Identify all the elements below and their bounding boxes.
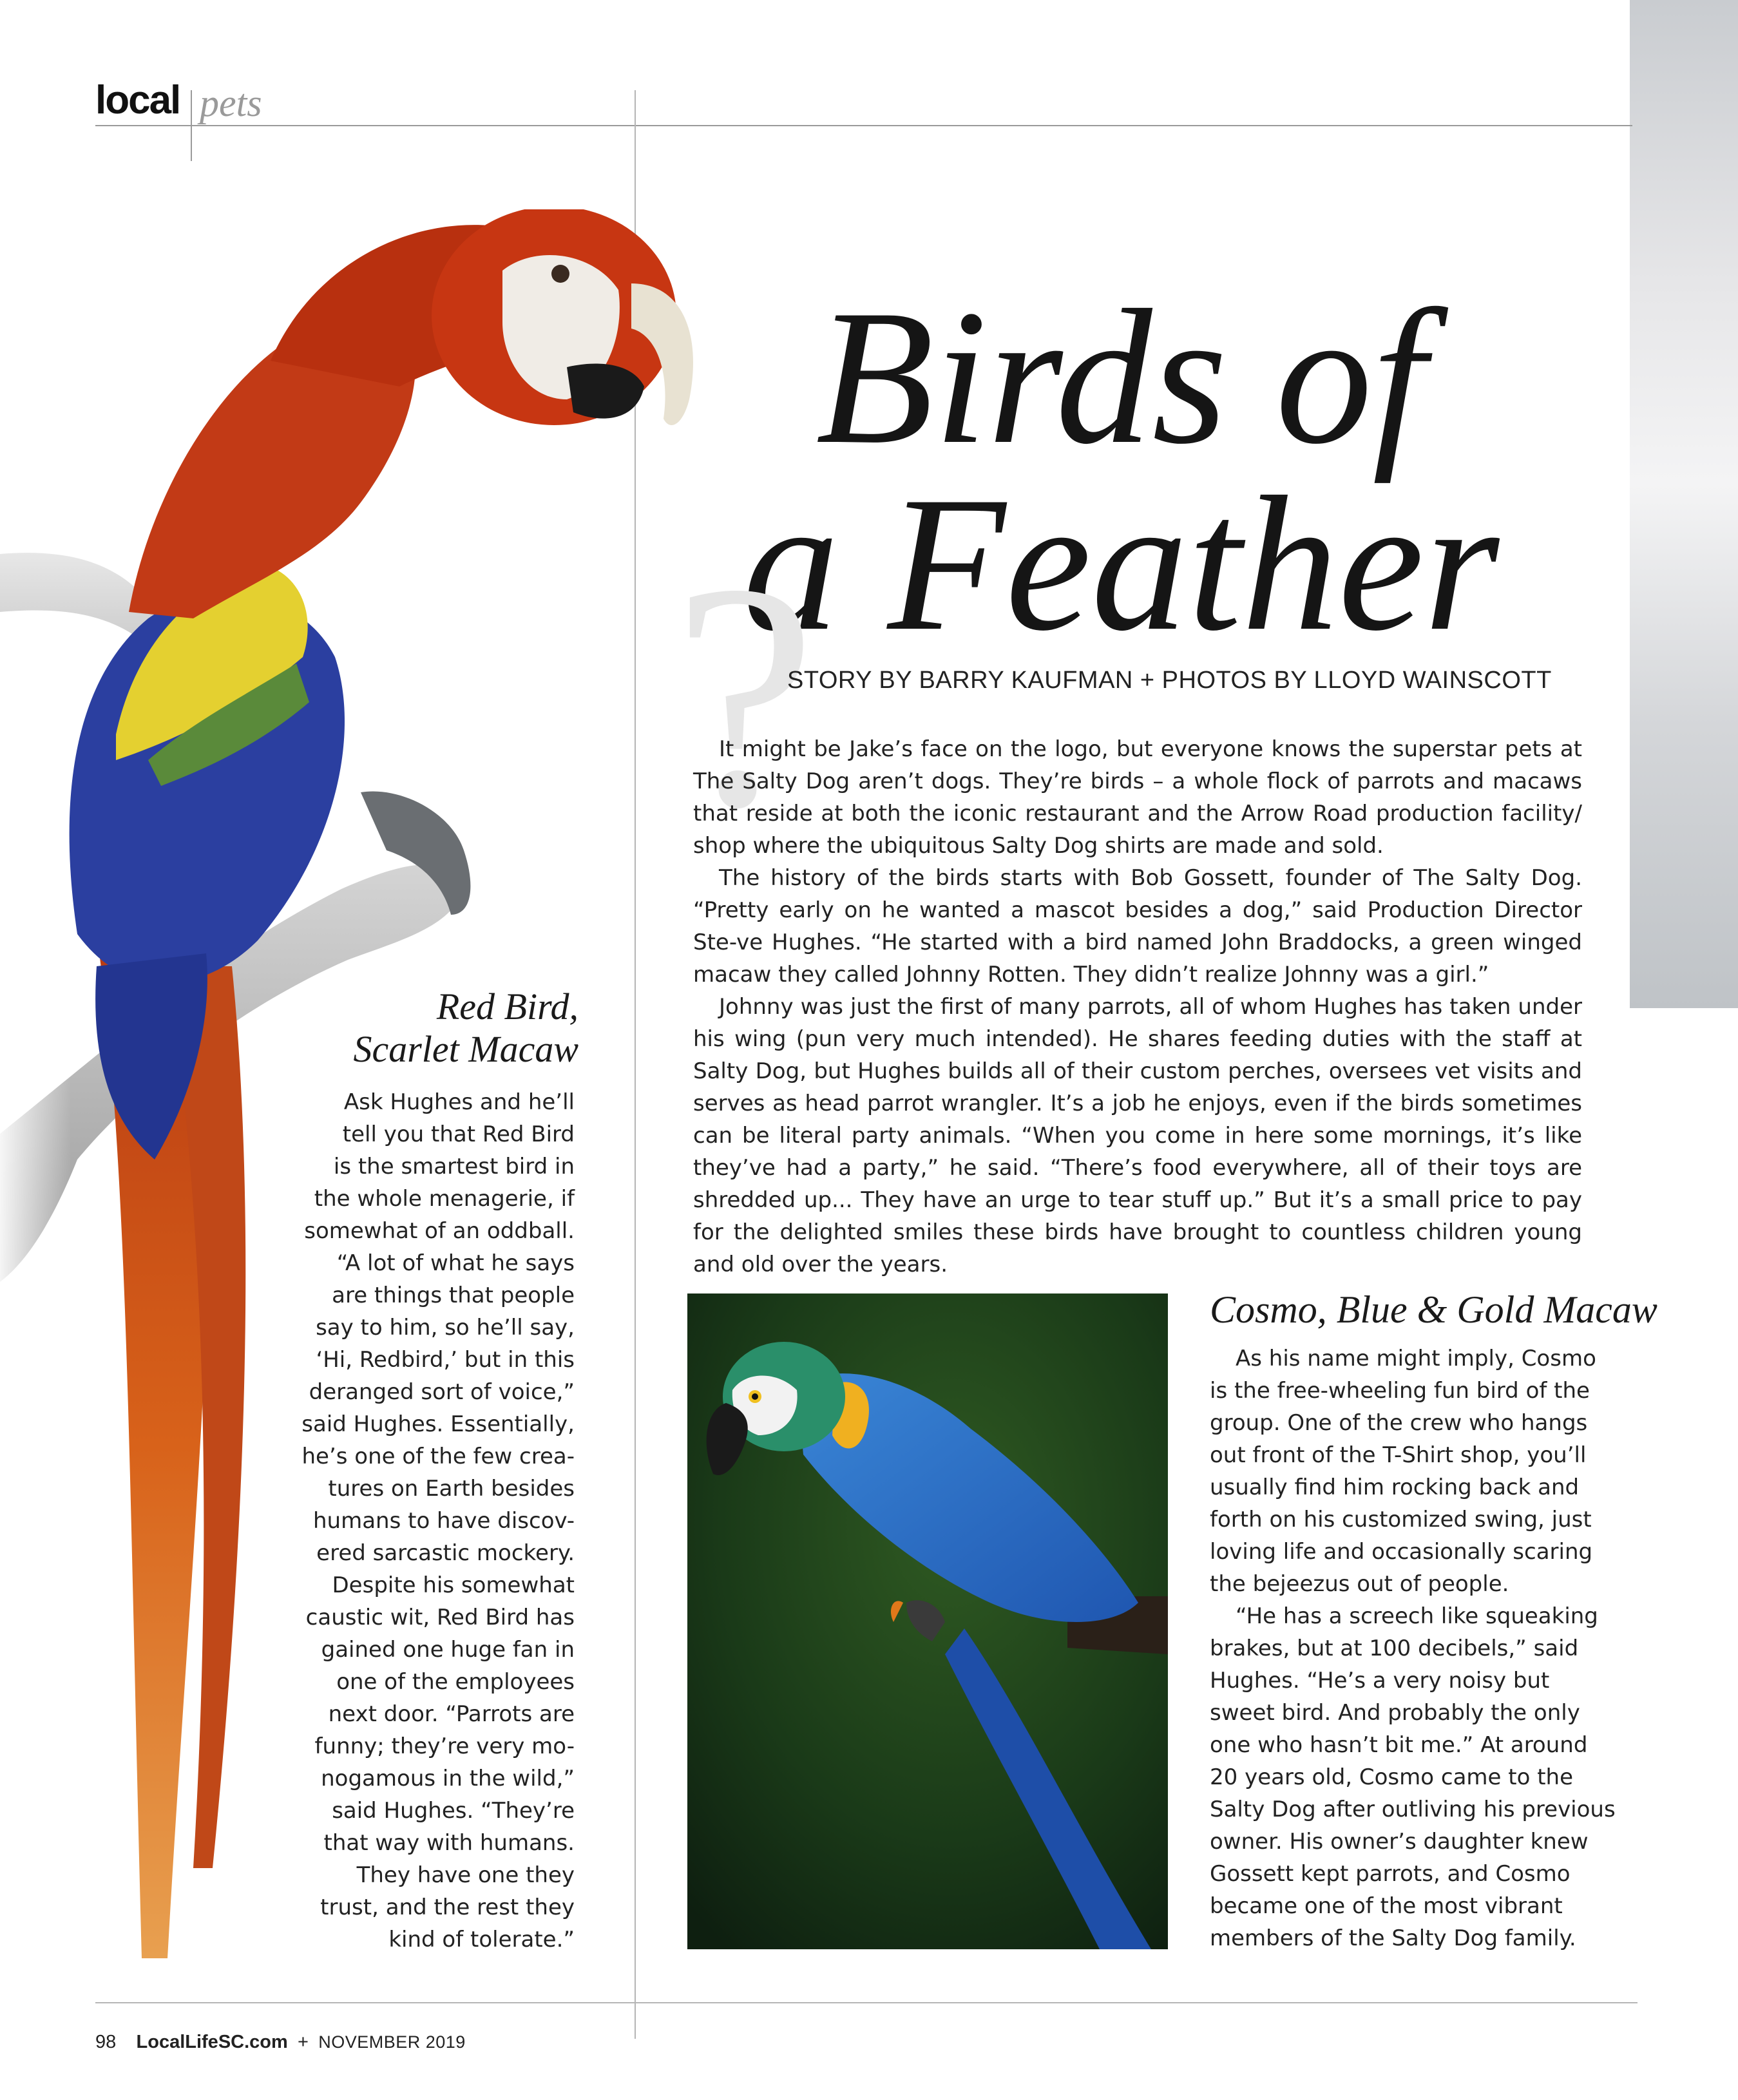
red-bird-line: gained one huge fan in <box>321 1637 575 1663</box>
red-bird-line: nogamous in the wild,” <box>321 1766 575 1791</box>
story-paragraph: The history of the birds starts with Bob Gossett, founder of The Salty Dog. “Pretty early on he wanted a mascot besides a dog,” said Production Director Ste-ve Hughes. “He started with a bird named John Braddocks, a green winged macaw they called Johnny Rotten. They didn’t realize Johnny was a girl.” <box>693 865 1582 988</box>
red-bird-line: are things that people <box>332 1283 575 1308</box>
red-bird-text <box>271 1086 575 1956</box>
story-paragraph: It might be Jake’s face on the logo, but everyone knows the superstar pets at The Salty Dog aren’t dogs. They’re birds – a whole flock of parrots and macaws that reside at both the iconic restaurant and the Arrow Road production facility/ shop where the ubiquitous Salty Dog shirts are made and sold. <box>693 736 1582 859</box>
section-label: local <box>95 78 180 122</box>
footer-rule <box>95 2002 1638 2003</box>
header-rule <box>95 125 1632 126</box>
red-bird-line: kind of tolerate.” <box>388 1927 575 1952</box>
red-bird-line: tures on Earth besides <box>328 1476 575 1502</box>
page-footer <box>95 2032 466 2053</box>
red-bird-line: next door. “Parrots are <box>328 1701 575 1727</box>
background-photo-strip <box>1630 0 1738 1008</box>
red-bird-line: ered sarcastic mockery. <box>316 1540 575 1566</box>
red-bird-heading-line-1: Red Bird, <box>436 986 578 1027</box>
story-body <box>693 733 1582 1281</box>
red-bird-heading-line-2: Scarlet Macaw <box>353 1028 578 1070</box>
red-bird-line: Ask Hughes and he’ll <box>343 1089 575 1115</box>
byline: STORY BY BARRY KAUFMAN + PHOTOS BY LLOYD WAINSCOTT <box>787 667 1552 694</box>
red-bird-heading <box>289 986 578 1071</box>
cosmo-paragraph: “He has a screech like squeaking brakes, but at 100 decibels,” said Hughes. “He’s a very noisy but sweet bird. And probably the only one who hasn’t bit me.” At around 20 years old, Cosmo came to the Salty Dog after outliving his previous owner. His owner’s daughter knew Gossett kept parrots, and Cosmo became one of the most vibrant members of the Salty Dog family. <box>1210 1603 1616 1951</box>
cosmo-paragraph: As his name might imply, Cosmo is the free-wheeling fun bird of the group. One of the crew who hangs out front of the T-Shirt shop, you’ll usually find him rocking back and forth on his customized swing, just loving life and occasionally scaring the bejeezus out of people. <box>1210 1346 1596 1597</box>
red-bird-line: humans to have discov- <box>312 1508 575 1534</box>
story-paragraph: Johnny was just the first of many parrots, all of whom Hughes has taken under his wing (pun very much intended). He shares feeding duties with the staff at Salty Dog, but Hughes builds all of their custom perches, oversees vet visits and serves as head parrot wrangler. It’s a job he enjoys, even if the birds sometimes can be literal party animals. “When you come in here some mornings, it’s like they’ve had a party,” he said. “There’s food everywhere, all of their toys are shredded up... They have an urge to tear stuff up.” But it’s a small price to pay for the delighted smiles these birds have brought to countless children young and old over the years. <box>693 994 1582 1277</box>
red-bird-line: the whole menagerie, if <box>314 1186 575 1212</box>
footer-separator: + <box>298 2032 309 2052</box>
red-bird-line: say to him, so he’ll say, <box>316 1315 575 1341</box>
site-name: LocalLifeSC.com <box>136 2032 288 2052</box>
red-bird-line: one of the employees <box>336 1669 575 1695</box>
red-bird-line: that way with humans. <box>323 1830 575 1856</box>
red-bird-line: Despite his somewhat <box>332 1572 575 1598</box>
red-bird-line: he’s one of the few crea- <box>301 1444 575 1469</box>
red-bird-line: ‘Hi, Redbird,’ but in this <box>316 1347 575 1373</box>
blue-gold-macaw-photo <box>687 1293 1168 1949</box>
red-bird-line: said Hughes. “They’re <box>332 1798 575 1824</box>
cosmo-text <box>1210 1342 1619 1954</box>
red-bird-line: They have one they <box>356 1862 575 1888</box>
red-bird-line: is the smartest bird in <box>333 1154 575 1179</box>
red-bird-line: caustic wit, Red Bird has <box>305 1605 575 1630</box>
red-bird-line: deranged sort of voice,” <box>309 1379 575 1405</box>
red-bird-line: said Hughes. Essentially, <box>301 1411 575 1437</box>
cosmo-heading: Cosmo, Blue & Gold Macaw <box>1210 1288 1657 1331</box>
red-bird-line: “A lot of what he says <box>336 1250 575 1276</box>
decorative-question-mark: ? <box>673 517 816 874</box>
title-line-1: Birds of <box>816 270 1426 484</box>
red-bird-line: funny; they’re very mo- <box>314 1733 575 1759</box>
red-bird-line: trust, and the rest they <box>320 1895 575 1920</box>
red-bird-line: somewhat of an oddball. <box>304 1218 575 1244</box>
title-line-2: a Feather <box>742 457 1500 671</box>
red-bird-line: tell you that Red Bird <box>342 1122 575 1147</box>
issue-date: NOVEMBER 2019 <box>318 2032 466 2052</box>
section-subcategory: pets <box>200 82 262 124</box>
page-number: 98 <box>95 2032 117 2052</box>
